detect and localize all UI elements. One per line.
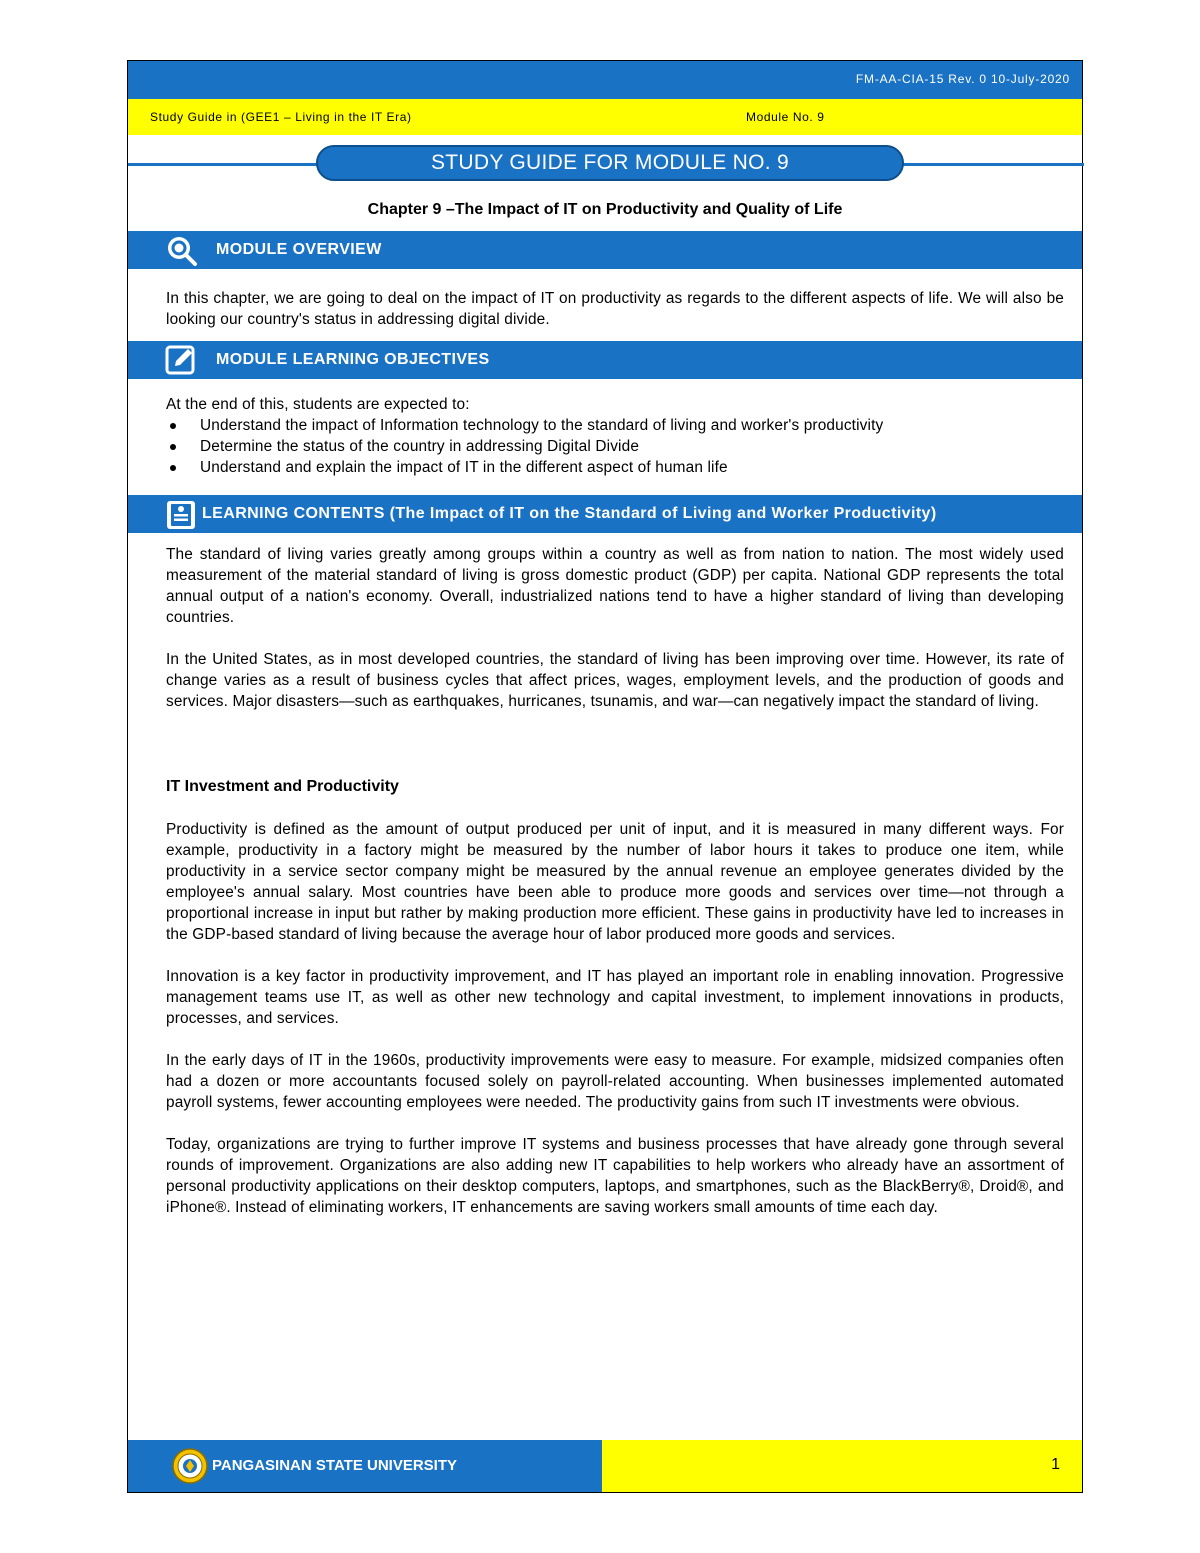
- contents-section-bar: [128, 495, 1082, 533]
- objectives-section-bar: [128, 341, 1082, 379]
- title-rule-left: [128, 163, 318, 166]
- header-info-band: [128, 99, 1082, 135]
- university-name: PANGASINAN STATE UNIVERSITY: [212, 1457, 458, 1474]
- contents-intro-block: [166, 544, 1064, 733]
- title-rule-right: [902, 163, 1084, 166]
- objectives-intro: At the end of this, students are expected to:: [166, 396, 470, 413]
- page-number: 1: [1051, 1456, 1060, 1473]
- pencil-edit-icon: [164, 344, 200, 376]
- form-code: FM-AA-CIA-15 Rev. 0 10-July-2020: [855, 72, 1070, 86]
- objectives-block: [166, 394, 1064, 478]
- study-guide-label: Study Guide in (GEE1 – Living in the IT Era): [150, 110, 412, 124]
- module-title-banner: STUDY GUIDE FOR MODULE NO. 9: [316, 145, 904, 181]
- content-paragraph: The standard of living varies greatly among groups within a country as well as from nation to nation. The most widely used measurement of the material standard of living is gross domestic product (GDP) per capita. National GDP represents the total annual output of a nation's economy. Overall, industrialized nations tend to have a higher standard of living than developing countries.: [166, 546, 1064, 626]
- content-paragraph: In the early days of IT in the 1960s, productivity improvements were easy to measure. For example, midsized companies often had a dozen or more accountants focused solely on payroll-related accounting. When businesses implemented automated payroll systems, fewer accounting employees were needed. The productivity gains from such IT investments were obvious.: [166, 1052, 1064, 1111]
- page: [127, 60, 1083, 1493]
- objective-item: Understand and explain the impact of IT in the different aspect of human life: [166, 457, 1064, 478]
- chapter-title: Chapter 9 –The Impact of IT on Productivity and Quality of Life: [367, 201, 843, 218]
- footer-yellow-band: [602, 1440, 1082, 1492]
- content-paragraph: Today, organizations are trying to further improve IT systems and business processes that have already gone through several rounds of improvement. Organizations are also adding new IT capabilities to help workers who already have an assortment of personal productivity applications on their desktop computers, laptops, and smartphones, such as the BlackBerry®, Droid®, and iPhone®. Instead of eliminating workers, IT enhancements are saving workers small amounts of time each day.: [166, 1136, 1064, 1216]
- objectives-heading: MODULE LEARNING OBJECTIVES: [216, 351, 490, 368]
- university-seal-icon: [172, 1448, 208, 1484]
- footer-band: [128, 1440, 602, 1492]
- objective-item: Determine the status of the country in addressing Digital Divide: [166, 436, 1064, 457]
- objective-item: Understand the impact of Information technology to the standard of living and worker's productivity: [166, 415, 1064, 436]
- document-icon: [164, 498, 200, 530]
- overview-section-bar: [128, 231, 1082, 269]
- content-paragraph: In the United States, as in most developed countries, the standard of living has been improving over time. However, its rate of change varies as a result of business cycles that affect prices, wages, employment levels, and the production of goods and services. Major disasters—such as earthquakes, hurricanes, tsunamis, and war—can negatively impact the standard of living.: [166, 651, 1064, 710]
- section-subheading: IT Investment and Productivity: [166, 778, 399, 795]
- content-paragraph: Innovation is a key factor in productivity improvement, and IT has played an important role in enabling innovation. Progressive management teams use IT, as well as other new technology and capital investment, to implement innovations in products, processes, and services.: [166, 968, 1064, 1027]
- objectives-list: [166, 415, 1064, 478]
- overview-text: In this chapter, we are going to deal on the impact of IT on productivity as regards to the different aspects of life. We will also be looking our country's status in addressing digital divide.: [166, 290, 1064, 328]
- content-paragraph: Productivity is defined as the amount of output produced per unit of input, and it is measured in many different ways. For example, productivity in a factory might be measured by the number of labor hours it takes to produce one item, while productivity in a service sector company might be measured by the annual revenue an employee generates divided by the employee's annual salary. Most countries have been able to produce more goods and services over time—not through a proportional increase in input but rather by making production more efficient. These gains in productivity have led to increases in the GDP-based standard of living because the average hour of labor produced more goods and services.: [166, 821, 1064, 943]
- magnifier-icon: [164, 234, 200, 266]
- productivity-block: [166, 819, 1064, 1239]
- contents-heading: LEARNING CONTENTS (The Impact of IT on the Standard of Living and Worker Productivity): [202, 505, 937, 522]
- overview-heading: MODULE OVERVIEW: [216, 241, 382, 258]
- module-label: Module No. 9: [746, 110, 825, 124]
- header-band: [128, 61, 1082, 99]
